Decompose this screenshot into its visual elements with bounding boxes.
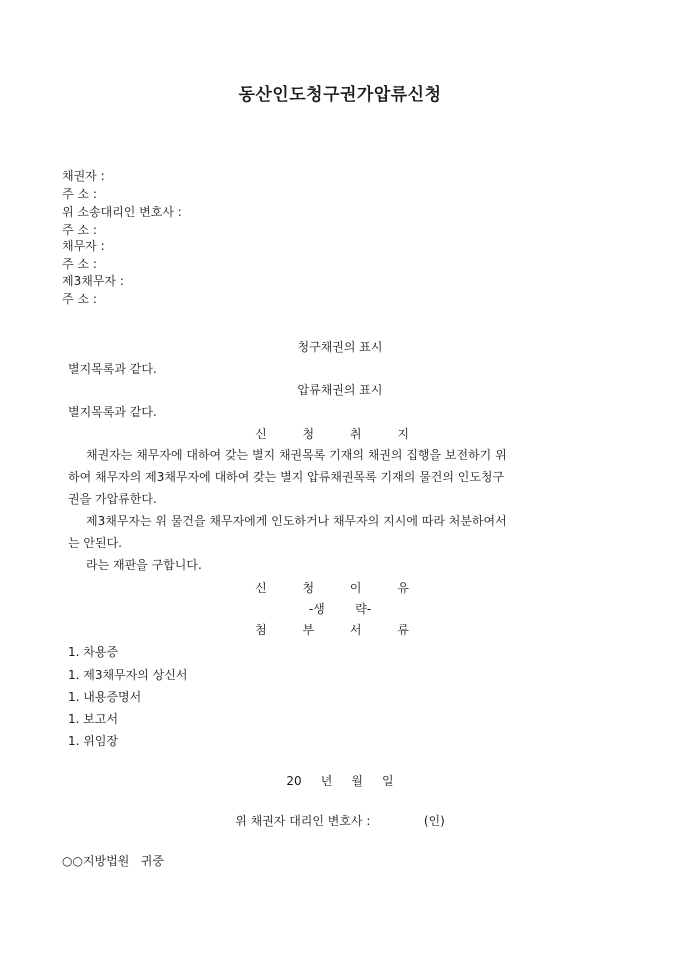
attachment-item: 1. 내용증명서 [68, 690, 142, 704]
purpose-closing: 라는 재판을 구합니다. [86, 558, 202, 572]
third-debtor-label: 제3채무자 : [62, 274, 124, 288]
purpose-heading-text: 신 청 취 지 [255, 427, 425, 441]
court-line: ○○지방법원 귀중 [62, 854, 164, 868]
purpose-p1-line-3: 권을 가압류한다. [68, 492, 157, 506]
creditor-label: 채권자 : [62, 169, 105, 183]
purpose-p1-line-1: 채권자는 채무자에 대하여 갖는 별지 채권목록 기재의 채권의 집행을 보전하기 위 [86, 448, 507, 462]
purpose-p2-line-2: 는 안된다. [68, 536, 122, 550]
creditor-address-label: 주 소 : [62, 187, 97, 201]
document-title: 동산인도청구권가압류신청 [238, 85, 442, 105]
attachments-heading-text: 첨 부 서 류 [255, 623, 425, 637]
debtor-address-label: 주 소 : [62, 257, 97, 271]
purpose-p2-line-1: 제3채무자는 위 물건을 채무자에게 인도하거나 채무자의 지시에 따라 처분하여서 [86, 514, 507, 528]
attachments-heading [0, 622, 680, 638]
purpose-paragraph-2 [68, 510, 608, 554]
purpose-paragraph-1 [68, 444, 608, 510]
purpose-p1-line-2: 하여 채무자의 제3채무자에 대하여 갖는 별지 압류채권목록 기재의 물건의 인도청구 [68, 470, 505, 484]
signature-line: 위 채권자 대리인 변호사 : (인) [235, 814, 445, 828]
debtor-label: 채무자 : [62, 239, 105, 253]
date-line: 20 년 월 일 [286, 774, 394, 788]
purpose-closing-block [68, 554, 608, 576]
claim-heading: 청구채권의 표시 [297, 340, 383, 354]
claim-text: 별지목록과 같다. [68, 362, 157, 376]
attachment-item: 1. 보고서 [68, 712, 119, 726]
seized-text: 별지목록과 같다. [68, 405, 157, 419]
seized-heading: 압류채권의 표시 [297, 383, 383, 397]
reason-heading-text: 신 청 이 유 [255, 581, 425, 595]
reason-text: -생 략- [308, 602, 372, 616]
attachment-item: 1. 위임장 [68, 734, 119, 748]
attorney-address-label: 주 소 : [62, 223, 97, 237]
reason-heading [0, 580, 680, 596]
purpose-heading [0, 426, 680, 442]
attachment-item: 1. 차용증 [68, 645, 119, 659]
third-debtor-address-label: 주 소 : [62, 292, 97, 306]
attorney-label: 위 소송대리인 변호사 : [62, 205, 182, 219]
attachment-item: 1. 제3채무자의 상신서 [68, 668, 188, 682]
